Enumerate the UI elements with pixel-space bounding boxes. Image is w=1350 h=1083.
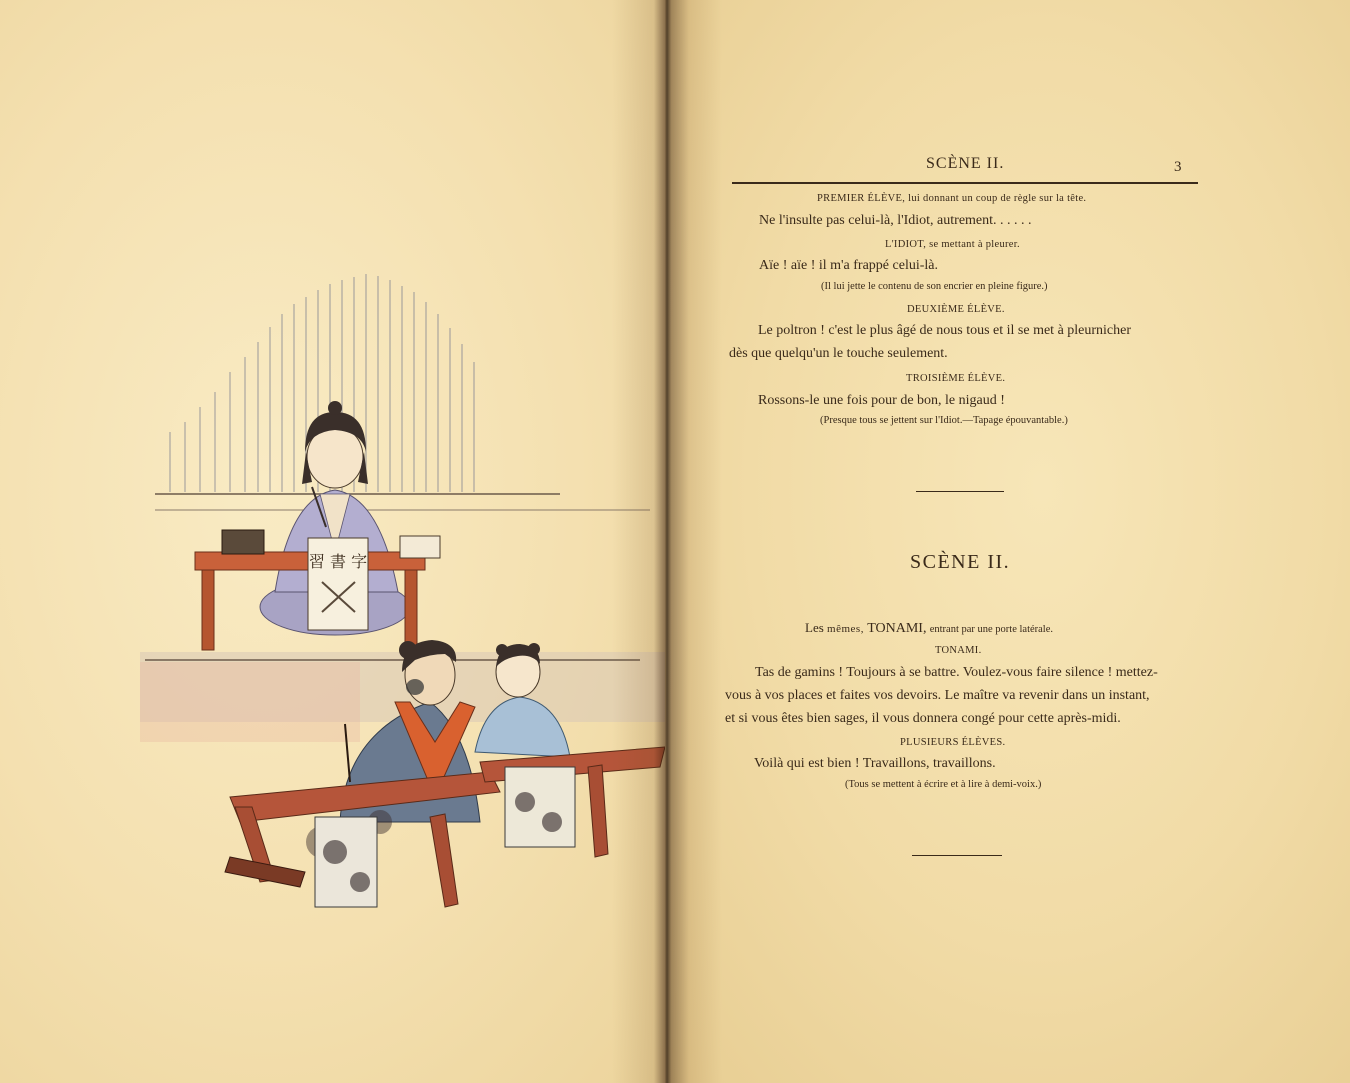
- speaker-idiot: L'IDIOT, se mettant à pleurer.: [885, 239, 1020, 250]
- section-divider-2: [912, 855, 1002, 856]
- schoolroom-illustration: [140, 262, 665, 942]
- speaker-tonami: TONAMI.: [935, 645, 982, 656]
- speaker-deuxieme-eleve: DEUXIÈME ÉLÈVE.: [907, 304, 1005, 315]
- header-rule: [732, 182, 1198, 184]
- line-plusieurs-eleves: Voilà qui est bien ! Travaillons, travaillons.: [754, 756, 996, 771]
- floor-wash-pink: [140, 662, 360, 742]
- stage-direction-3: (Tous se mettent à écrire et à lire à demi-voix.): [845, 779, 1042, 790]
- line-premier-eleve: Ne l'insulte pas celui-là, l'Idiot, autrement. . . . . .: [759, 213, 1032, 228]
- speaker-plusieurs-eleves: PLUSIEURS ÉLÈVES.: [900, 737, 1006, 748]
- scroll-characters: 習 書 字: [308, 552, 368, 571]
- stage-direction-1: (Il lui jette le contenu de son encrier en pleine figure.): [821, 281, 1048, 292]
- cast-line: Les mêmes, TONAMI, entrant par une porte latérale.: [805, 620, 1054, 636]
- right-page: [665, 0, 1350, 1083]
- speaker-premier-eleve: PREMIER ÉLÈVE, lui donnant un coup de règle sur la tête.: [817, 193, 1087, 204]
- speaker-troisieme-eleve: TROISIÈME ÉLÈVE.: [906, 373, 1006, 384]
- scene-title: SCÈNE II.: [910, 551, 1011, 573]
- section-divider-1: [916, 491, 1004, 492]
- line-deuxieme-eleve-1: Le poltron ! c'est le plus âgé de nous tous et il se met à pleurnicher: [758, 323, 1132, 338]
- left-page: [0, 0, 665, 1083]
- page-number: 3: [1174, 159, 1182, 175]
- line-tonami-1: Tas de gamins ! Toujours à se battre. Voulez-vous faire silence ! mettez-: [755, 665, 1158, 680]
- running-title: SCÈNE II.: [926, 155, 1005, 172]
- line-tonami-3: et si vous êtes bien sages, il vous donnera congé pour cette après-midi.: [725, 711, 1121, 726]
- stage-direction-2: (Presque tous se jettent sur l'Idiot.—Tapage épouvantable.): [820, 415, 1068, 426]
- line-troisieme-eleve: Rossons-le une fois pour de bon, le nigaud !: [758, 393, 1005, 408]
- line-idiot: Aïe ! aïe ! il m'a frappé celui-là.: [759, 258, 938, 273]
- line-deuxieme-eleve-2: dès que quelqu'un le touche seulement.: [729, 346, 948, 361]
- line-tonami-2: vous à vos places et faites vos devoirs. Le maître va revenir dans un instant,: [725, 688, 1150, 703]
